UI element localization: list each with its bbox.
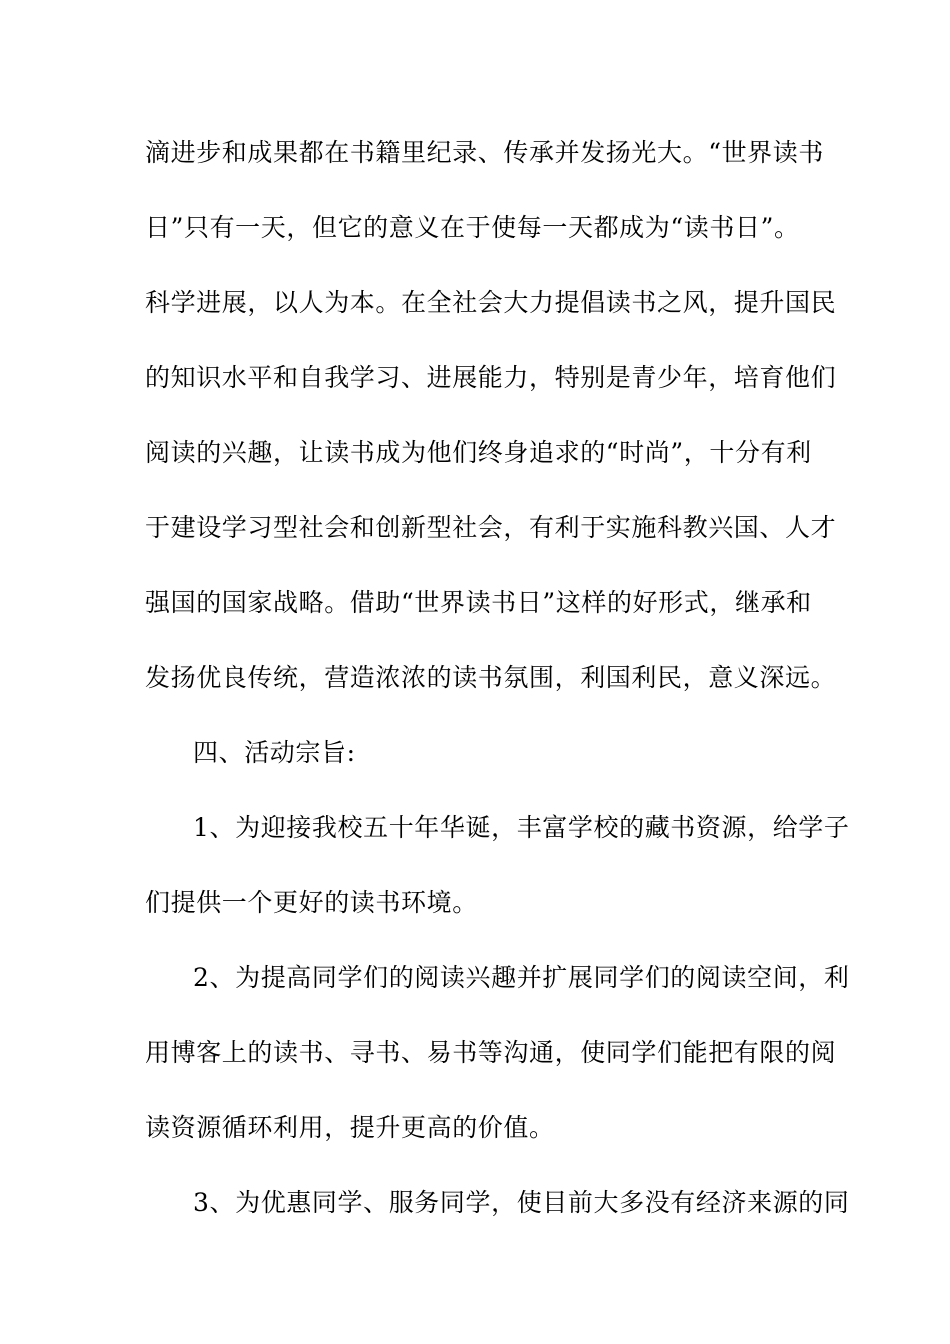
body-text xyxy=(145,131,850,1256)
paragraph-line: 2、为提高同学们的阅读兴趣并扩展同学们的阅读空间，利 xyxy=(193,963,850,992)
paragraph-line: 们提供一个更好的读书环境。 xyxy=(145,888,478,917)
paragraph-line: 阅读的兴趣，让读书成为他们终身追求的“时尚”，十分有利 xyxy=(145,438,812,467)
paragraph-line: 滴进步和成果都在书籍里纪录、传承并发扬光大。“世界读书 xyxy=(145,138,824,167)
paragraph-line: 于建设学习型社会和创新型社会，有利于实施科教兴国、人才 xyxy=(145,513,837,542)
section-heading: 四、活动宗旨: xyxy=(193,738,356,767)
paragraph-line: 3、为优惠同学、服务同学，使目前大多没有经济来源的同 xyxy=(193,1188,850,1217)
paragraph-line: 强国的国家战略。借助“世界读书日”这样的好形式，继承和 xyxy=(145,588,812,617)
paragraph-line: 发扬优良传统，营造浓浓的读书氛围，利国利民，意义深远。 xyxy=(145,663,837,692)
paragraph-line: 的知识水平和自我学习、进展能力，特别是青少年，培育他们 xyxy=(145,363,837,392)
paragraph-line: 用博客上的读书、寻书、易书等沟通，使同学们能把有限的阅 xyxy=(145,1038,837,1067)
paragraph-line: 科学进展，以人为本。在全社会大力提倡读书之风，提升国民 xyxy=(145,288,837,317)
paragraph-line: 1、为迎接我校五十年华诞，丰富学校的藏书资源，给学子 xyxy=(193,813,850,842)
paragraph-line: 日”只有一天，但它的意义在于使每一天都成为“读书日”。 xyxy=(145,213,800,242)
paragraph-line: 读资源循环利用，提升更高的价值。 xyxy=(145,1113,555,1142)
